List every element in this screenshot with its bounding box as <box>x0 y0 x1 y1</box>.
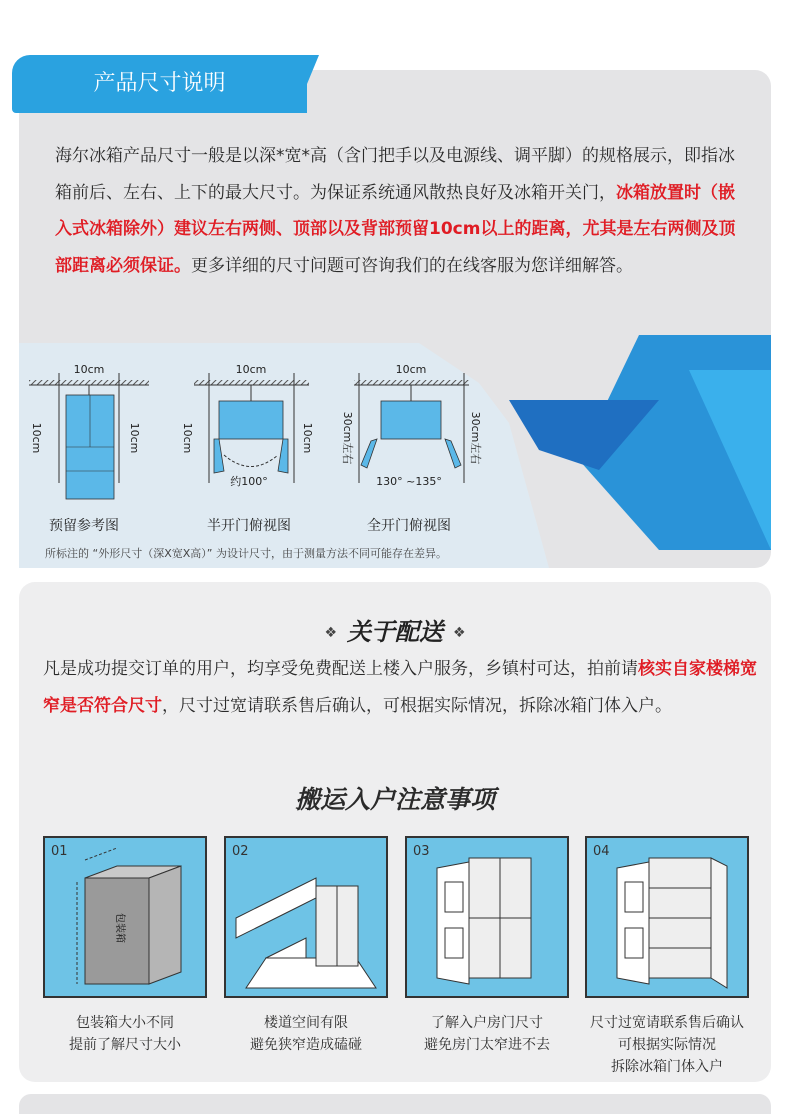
clearance-diagrams <box>19 343 549 568</box>
card-number: 01 <box>51 844 68 859</box>
diagram1-caption: 预留参考图 <box>49 518 119 534</box>
diamond-icon: ❖ <box>453 625 466 641</box>
size-footnote: 所标注的 “外形尺寸（深X宽X高）” 为设计尺寸，由于测量方法不同可能存在差异。 <box>45 547 447 560</box>
size-desc-part2: 更多详细的尺寸问题可咨询我们的在线客服为您详细解答。 <box>191 255 633 276</box>
delivery-desc-warning: 核实自家楼梯宽窄是否符合尺寸 <box>43 659 757 716</box>
diamond-icon: ❖ <box>324 625 337 641</box>
card-number: 03 <box>413 844 430 859</box>
diagram3-right-label: 30cm左右 <box>469 411 482 465</box>
card-2-caption: 楼道空间有限 避免狭窄造成磕碰 <box>250 1015 362 1053</box>
note-card-3 <box>405 836 569 998</box>
diagram3-caption: 全开门俯视图 <box>367 518 451 534</box>
diagram1-top-label: 10cm <box>73 363 105 376</box>
size-desc-part1: 海尔冰箱产品尺寸一般是以深*宽*高（含门把手以及电源线、调平脚）的规格展示，即指冰箱前后、左右、上下的最大尺寸。为保证系统通风散热良好及冰箱开关门， <box>55 146 735 203</box>
diagram2-top-label: 10cm <box>235 363 267 376</box>
delivery-desc-part2: ，尺寸过宽请联系售后确认，可根据实际情况，拆除冰箱门体入户。 <box>162 696 672 716</box>
diagram2-right-label: 10cm <box>301 422 314 454</box>
diagram1-right-label: 10cm <box>128 422 141 454</box>
box-label: 包装箱 <box>114 913 125 943</box>
card-number: 02 <box>232 844 249 859</box>
diagram2-left-label: 10cm <box>181 422 194 454</box>
card-1-caption: 包装箱大小不同 提前了解尺寸大小 <box>69 1015 181 1053</box>
next-panel-edge <box>19 1094 771 1114</box>
size-description <box>55 138 745 284</box>
note-card-2 <box>224 836 388 998</box>
note-card-4 <box>585 836 749 998</box>
package-box-icon <box>45 838 205 996</box>
moving-notes-title: 搬运入户注意事项 <box>294 785 495 814</box>
delivery-title-text: 关于配送 <box>347 618 443 646</box>
delivery-desc-part1: 凡是成功提交订单的用户，均享受免费配送上楼入户服务，乡镇村可达，拍前请 <box>43 659 638 679</box>
diagram2-angle: 约100° <box>230 475 268 488</box>
diagram2-caption: 半开门俯视图 <box>207 518 291 534</box>
note-card-1 <box>43 836 207 998</box>
card-number: 04 <box>593 844 610 859</box>
door-fridge-icon <box>407 838 567 996</box>
delivery-title <box>0 612 790 647</box>
size-desc-warning: 冰箱放置时（嵌入式冰箱除外）建议左右两侧、顶部以及背部预留10cm以上的距离，尤其是左右两侧及顶部距离必须保证。 <box>55 182 736 276</box>
card-3-caption: 了解入户房门尺寸 避免房门太窄进不去 <box>424 1015 550 1053</box>
card-4-caption: 尺寸过宽请联系售后确认 可根据实际情况 拆除冰箱门体入户 <box>590 1015 744 1075</box>
diagram3-top-label: 10cm <box>395 363 427 376</box>
open-door-fridge-icon <box>587 838 747 996</box>
stairs-fridge-icon <box>226 838 386 996</box>
diagram3-angle: 130° ~135° <box>376 475 442 488</box>
diagram1-left-label: 10cm <box>30 422 43 454</box>
delivery-description <box>43 651 763 725</box>
ribbon-title: 产品尺寸说明 <box>93 71 226 96</box>
diagram3-left-label: 30cm左右 <box>341 411 354 465</box>
